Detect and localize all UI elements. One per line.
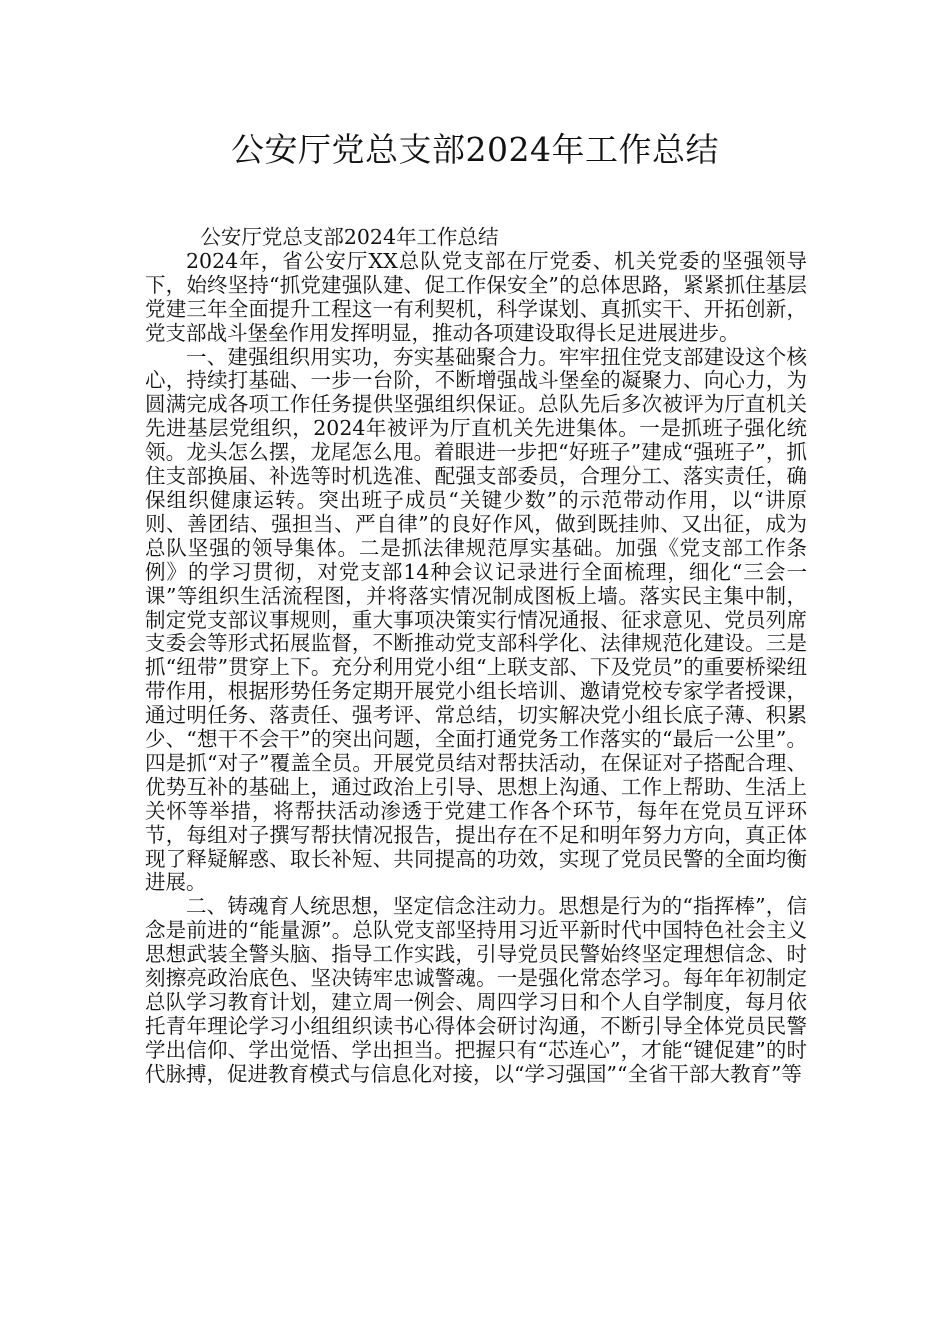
document-subtitle: 公安厅党总支部2024年工作总结 xyxy=(200,225,499,249)
section-one-paragraph: 一、建强组织用实功，夯实基础聚合力。牢牢扭住党支部建设这个核心，持续打基础、一步一台阶，不断增强战斗堡垒的凝聚力、向心力，为圆满完成各项工作任务提供坚强组织保证。总队先后多次被评为厅直机关先进基层党组织，2024年被评为厅直机关先进集体。一是抓班子强化统领。龙头怎么摆，龙尾怎么甩。着眼进一步把“好班子”建成“强班子”，抓住支部换届、补选等时机选准、配强支部委员，合理分工、落实责任，确保组织健康运转。突出班子成员“关键少数”的示范带动作用，以“讲原则、善团结、强担当、严自律”的良好作风，做到既挂帅、又出征，成为总队坚强的领导集体。二是抓法律规范厚实基础。加强《党支部工作条例》的学习贯彻，对党支部14种会议记录进行全面梳理，细化“三会一课”等组织生活流程图，并将落实情况制成图板上墙。落实民主集中制，制定党支部议事规则，重大事项决策实行情况通报、征求意见、党员列席支委会等形式拓展监督，不断推动党支部科学化、法律规范化建设。三是抓“纽带”贯穿上下。充分利用党小组“上联支部、下及党员”的重要桥梁纽带作用，根据形势任务定期开展党小组长培训、邀请党校专家学者授课，通过明任务、落责任、强考评、常总结，切实解决党小组长底子薄、积累少、“想干不会干”的突出问题，全面打通党务工作落实的“最后一公里”。四是抓“对子”覆盖全员。开展党员结对帮扶活动，在保证对子搭配合理、优势互补的基础上，通过政治上引导、思想上沟通、工作上帮助、生活上关怀等举措，将帮扶活动渗透于党建工作各个环节，每年在党员互评环节，每组对子撰写帮扶情况报告，提出存在不足和明年努力方向，真正体现了释疑解惑、取长补短、共同提高的功效，实现了党员民警的全面均衡进展。 xyxy=(145,344,807,895)
document-title: 公安厅党总支部2024年工作总结 xyxy=(231,130,719,169)
section-two-paragraph: 二、铸魂育人统思想，坚定信念注动力。思想是行为的“指挥棒”，信念是前进的“能量源”。总队党支部坚持用习近平新时代中国特色社会主义思想武装全警头脑、指导工作实践，引导党员民警始终坚定理想信念、时刻擦亮政治底色、坚决铸牢忠诚警魂。一是强化常态学习。每年年初制定总队学习教育计划，建立周一例会、周四学习日和个人自学制度，每月依托青年理论学习小组组织读书心得体会研讨沟通，不断引导全体党员民警学出信仰、学出觉悟、学出担当。把握只有“芯连心”，才能“键促建”的时代脉搏，促进教育模式与信息化对接，以“学习强国”“全省干部大教育”等 xyxy=(145,894,807,1086)
document-body xyxy=(145,226,807,1087)
intro-paragraph: 2024年，省公安厅XX总队党支部在厅党委、机关党委的坚强领导下，始终坚持“抓党建强队建、促工作保安全”的总体思路，紧紧抓住基层党建三年全面提升工程这一有利契机，科学谋划、真抓实干、开拓创新，党支部战斗堡垒作用发挥明显，推动各项建设取得长足进展进步。 xyxy=(145,248,807,345)
